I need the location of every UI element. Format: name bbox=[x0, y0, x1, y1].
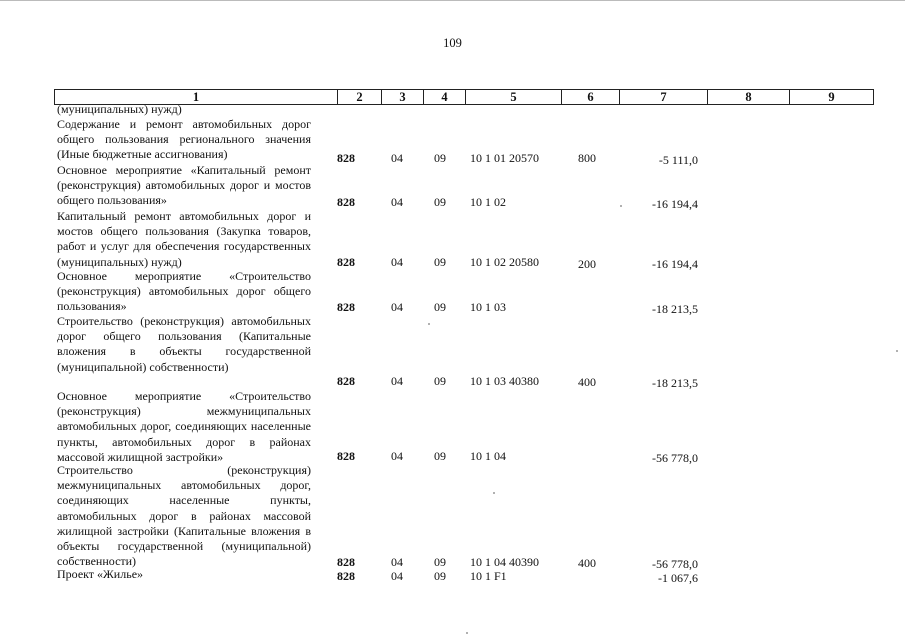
cell-ministry-code: 828 bbox=[337, 151, 355, 165]
cell-target-article: 10 1 02 bbox=[470, 195, 506, 209]
cell-section: 04 bbox=[391, 195, 403, 209]
cell-amount: -16 194,4 bbox=[652, 197, 698, 211]
cell-subsection: 09 bbox=[434, 255, 446, 269]
row-description: Основное мероприятие «Капитальный ремонт (реконструкция) автомобильных дорог и мостов общего пользования» bbox=[57, 163, 311, 208]
cell-ministry-code: 828 bbox=[337, 195, 355, 209]
scan-speck bbox=[493, 492, 495, 494]
cell-section: 04 bbox=[391, 374, 403, 388]
row-description: Основное мероприятие «Строительство (реконструкция) межмуниципальных автомобильных дорог, соединяющих населенные пункты, автомобильных дорог в районах массовой жилищной застройки» bbox=[57, 389, 311, 464]
cell-target-article: 10 1 01 20570 bbox=[470, 151, 539, 165]
cell-section: 04 bbox=[391, 151, 403, 165]
cell-target-article: 10 1 04 40390 bbox=[470, 555, 539, 569]
cell-ministry-code: 828 bbox=[337, 255, 355, 269]
cell-target-article: 10 1 02 20580 bbox=[470, 255, 539, 269]
scan-speck bbox=[466, 632, 468, 634]
row-description: Проект «Жилье» bbox=[57, 567, 144, 581]
cell-ministry-code: 828 bbox=[337, 374, 355, 388]
row-description: Основное мероприятие «Строительство (реконструкция) автомобильных дорог общего пользования» bbox=[57, 269, 311, 314]
cell-subsection: 09 bbox=[434, 569, 446, 583]
cell-amount: -18 213,5 bbox=[652, 376, 698, 390]
scan-edge bbox=[0, 0, 905, 4]
cell-subsection: 09 bbox=[434, 300, 446, 314]
cell-section: 04 bbox=[391, 449, 403, 463]
scan-speck bbox=[428, 323, 430, 325]
header-col-7: 7 bbox=[619, 90, 707, 104]
cell-subsection: 09 bbox=[434, 195, 446, 209]
cell-expense-type: 400 bbox=[578, 375, 596, 389]
cell-ministry-code: 828 bbox=[337, 555, 355, 569]
cell-expense-type: 200 bbox=[578, 257, 596, 271]
header-col-8: 8 bbox=[707, 90, 789, 104]
row-description: Содержание и ремонт автомобильных дорог общего пользования регионального значения (Иные бюджетные ассигнования) bbox=[57, 117, 311, 162]
cell-expense-type: 400 bbox=[578, 556, 596, 570]
row-description: Строительство (реконструкция) автомобильных дорог общего пользования (Капитальные вложения в объекты государственной (муниципальной) собственности) bbox=[57, 314, 311, 374]
cell-section: 04 bbox=[391, 555, 403, 569]
cell-amount: -1 067,6 bbox=[658, 571, 698, 585]
cell-expense-type: 800 bbox=[578, 151, 596, 165]
scan-speck bbox=[620, 205, 622, 207]
cell-ministry-code: 828 bbox=[337, 449, 355, 463]
cell-subsection: 09 bbox=[434, 374, 446, 388]
header-col-6: 6 bbox=[561, 90, 619, 104]
cell-amount: -56 778,0 bbox=[652, 451, 698, 465]
row-description: Строительство (реконструкция) межмуниципальных автомобильных дорог, соединяющих населенные пункты, автомобильных дорог в районах массовой жилищной застройки (Капитальные вложения в объекты государственной (муниципальной) собственности) bbox=[57, 463, 311, 569]
row-description: Капитальный ремонт автомобильных дорог и мостов общего пользования (Закупка товаров, работ и услуг для обеспечения государственных (муниципальных) нужд) bbox=[57, 209, 311, 269]
header-col-4: 4 bbox=[423, 90, 465, 104]
cell-target-article: 10 1 03 bbox=[470, 300, 506, 314]
header-col-1: 1 bbox=[192, 90, 200, 104]
header-col-5: 5 bbox=[465, 90, 561, 104]
cell-target-article: 10 1 F1 bbox=[470, 569, 507, 583]
cell-ministry-code: 828 bbox=[337, 300, 355, 314]
cell-target-article: 10 1 03 40380 bbox=[470, 374, 539, 388]
cell-ministry-code: 828 bbox=[337, 569, 355, 583]
cell-subsection: 09 bbox=[434, 151, 446, 165]
cell-target-article: 10 1 04 bbox=[470, 449, 506, 463]
cell-section: 04 bbox=[391, 569, 403, 583]
cell-amount: -16 194,4 bbox=[652, 257, 698, 271]
scan-speck bbox=[896, 350, 898, 352]
cell-subsection: 09 bbox=[434, 449, 446, 463]
cell-amount: -5 111,0 bbox=[658, 153, 698, 167]
cell-amount: -56 778,0 bbox=[652, 557, 698, 571]
page-number: 109 bbox=[443, 36, 462, 50]
header-col-2: 2 bbox=[337, 90, 381, 104]
cell-subsection: 09 bbox=[434, 555, 446, 569]
row-description: (муниципальных) нужд) bbox=[57, 102, 182, 116]
cell-amount: -18 213,5 bbox=[652, 302, 698, 316]
cell-section: 04 bbox=[391, 300, 403, 314]
header-col-9: 9 bbox=[789, 90, 873, 104]
header-col-3: 3 bbox=[381, 90, 423, 104]
cell-section: 04 bbox=[391, 255, 403, 269]
